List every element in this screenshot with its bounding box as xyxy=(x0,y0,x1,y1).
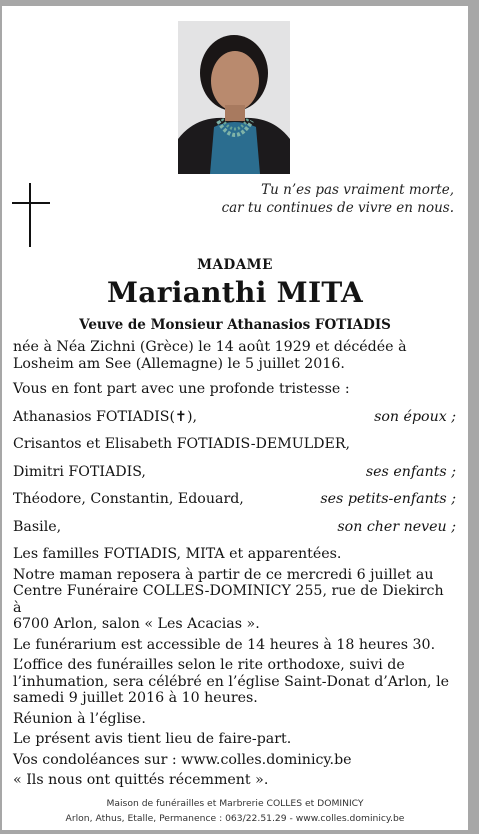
family-names: Dimitri FOTIADIS, xyxy=(13,463,146,480)
family-role: son époux ; xyxy=(374,408,456,425)
rest-line: 6700 Arlon, salon « Les Acacias ». xyxy=(13,616,260,632)
meeting-line: Réunion à l’église. xyxy=(13,710,146,727)
family-role: ses enfants ; xyxy=(365,463,456,480)
families-line: Les familles FOTIADIS, MITA et apparentées. xyxy=(13,546,342,562)
family-role: ses petits-enfants ; xyxy=(320,491,456,507)
funeral-home-footer xyxy=(2,796,468,826)
obituary-card xyxy=(2,6,468,830)
deceased-name: Marianthi MITA xyxy=(106,276,364,309)
family-row xyxy=(13,409,456,426)
birth-line: Losheim am See (Allemagne) le 5 juillet 2016. xyxy=(13,355,345,372)
family-row xyxy=(13,464,456,481)
service-line: L’office des funérailles selon le rite orthodoxe, suivi de xyxy=(13,657,405,673)
rest-line: Notre maman reposera à partir de ce mercredi 6 juillet au xyxy=(13,566,434,583)
epitaph-quote xyxy=(222,181,454,217)
obituary-body xyxy=(13,339,456,789)
footer-line: Maison de funérailles et Marbrerie COLLES et DOMINICY xyxy=(106,798,364,809)
condolences-line: Vos condoléances sur : www.colles.dominicy.be xyxy=(13,751,352,768)
family-names: Basile, xyxy=(13,518,62,535)
portrait-photo xyxy=(178,21,290,174)
footer-line: Arlon, Athus, Etalle, Permanence : 063/22.51.29 - www.colles.dominicy.be xyxy=(65,813,405,824)
service-line: l’inhumation, sera célébré en l’église Saint-Donat d’Arlon, le xyxy=(13,673,450,690)
family-names: Athanasios FOTIADIS(✝), xyxy=(13,408,197,425)
honorific: MADAME xyxy=(197,257,273,273)
widow-line: Veuve de Monsieur Athanasios FOTIADIS xyxy=(79,317,391,333)
quote-line: car tu continues de vivre en nous. xyxy=(221,200,454,216)
notice-line: Le présent avis tient lieu de faire-part. xyxy=(13,731,292,747)
family-names: Théodore, Constantin, Edouard, xyxy=(13,491,244,507)
recently-line: « Ils nous ont quittés récemment ». xyxy=(13,772,269,788)
family-row xyxy=(13,436,456,453)
quote-line: Tu n’es pas vraiment morte, xyxy=(261,182,454,198)
service-line: samedi 9 juillet 2016 à 10 heures. xyxy=(13,690,258,706)
announcement: Vous en font part avec une profonde tristesse : xyxy=(13,381,350,397)
hours-line: Le funérarium est accessible de 14 heures à 18 heures 30. xyxy=(13,636,436,653)
rest-line: Centre Funéraire COLLES-DOMINICY 255, rue de Diekirch à xyxy=(13,583,444,616)
family-names: Crisantos et Elisabeth FOTIADIS-DEMULDER, xyxy=(13,436,351,452)
family-row xyxy=(13,519,456,536)
cross-icon xyxy=(12,183,50,247)
birth-line: née à Néa Zichni (Grèce) le 14 août 1929 et décédée à xyxy=(13,339,407,355)
family-role: son cher neveu ; xyxy=(337,518,456,535)
family-row xyxy=(13,491,456,508)
